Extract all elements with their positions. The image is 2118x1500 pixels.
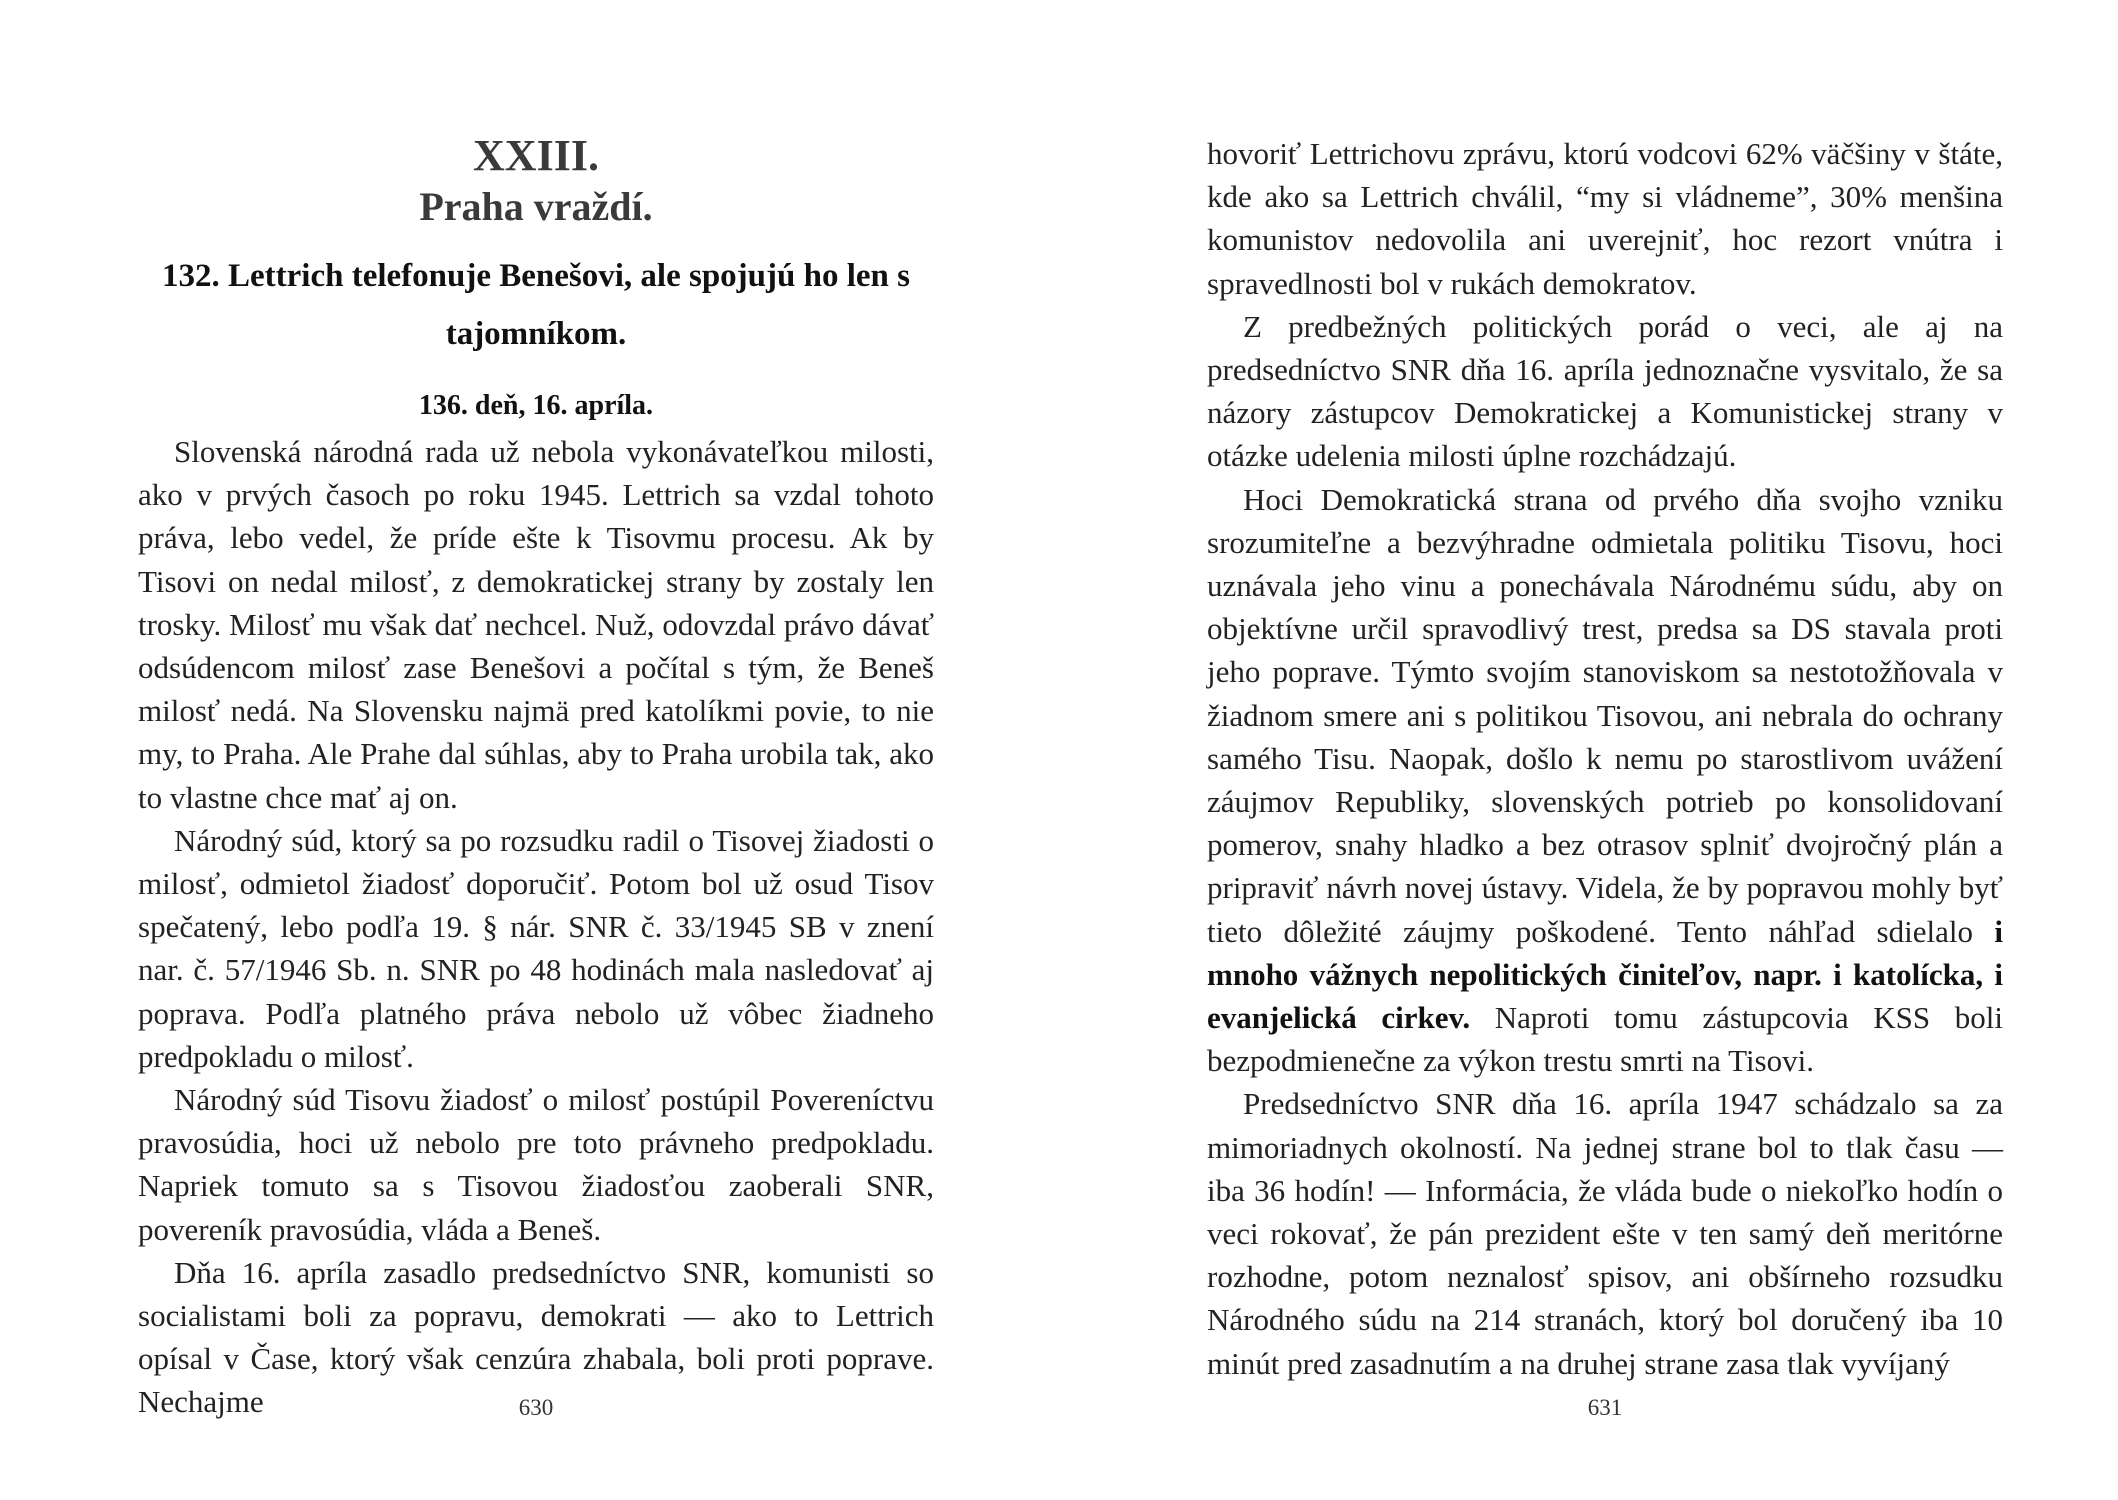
page-number: 631 xyxy=(1587,1395,1623,1420)
paragraph: Slovenská národná rada už nebola vykonávateľkou milosti, ako v prvých časoch po roku 1945. Lettrich sa vzdal tohoto práva, lebo vedel, že príde ešte k Tisovmu procesu. Ak by Tisovi on nedal milosť, z demokratickej strany by zostaly len trosky. Milosť mu však dať nechcel. Nuž, odovzdal právo dávať odsúdencom milosť zase Benešovi a počítal s tým, že Beneš milosť nedá. Na Slovensku najmä pred katolíkmi povie, to nie my, to Praha. Ale Prahe dal súhlas, aby to Praha urobila tak, ako to vlastne chce mať aj on. xyxy=(138,434,934,815)
paragraph-text: Naproti tomu zástupcovia KSS boli bezpodmienečne za výkon trestu smrti na Tisovi. xyxy=(1207,1000,2003,1079)
paragraph: Predsedníctvo SNR dňa 16. apríla 1947 schádzalo sa za mimoriadnych okolností. Na jednej strane bol to tlak času — iba 36 hodín! — Informácia, že vláda bude o niekoľko hodín o veci rokovať, že pán prezident ešte v ten samý deň meritórne rozhodne, potom neznalosť spisov, ani obšírneho rozsudku Národného súdu na 214 stranách, ktorý bol doručený iba 10 minút pred zasadnutím a na druhej strane zasa tlak vyvíjaný xyxy=(1207,1086,2003,1381)
paragraph xyxy=(1207,478,2003,1083)
right-page xyxy=(1207,0,2003,1500)
left-page-body xyxy=(138,430,934,1424)
paragraph: Národný súd, ktorý sa po rozsudku radil o Tisovej žiadosti o milosť, odmietol žiadosť doporučiť. Potom bol už osud Tisov spečatený, lebo podľa 19. § nár. SNR č. 33/1945 SB v znení nar. č. 57/1946 Sb. n. SNR po 48 hodinách mala nasledovať aj poprava. Podľa platného práva nebolo už vôbec žiadneho predpokladu o milosť. xyxy=(138,822,934,1074)
paragraph: Národný súd Tisovu žiadosť o milosť postúpil Povereníctvu pravosúdia, hoci už nebolo pre toto právneho predpokladu. Napriek tomuto sa s Tisovou žiadosťou zaoberali SNR, povereník pravosúdia, vláda a Beneš. xyxy=(138,1082,934,1247)
chapter-title: Praha vraždí. xyxy=(419,184,653,229)
paragraph-continuation: hovoriť Lettrichovu zprávu, ktorú vodcovi 62% väčšiny v štáte, kde ako sa Lettrich chválil, “my si vládneme”, 30% menšina komunistov nedovolila ani uverejniť, hoc rezort vnútra i spravedlnosti bol v rukách demokratov. xyxy=(1207,136,2003,301)
bold-emphasis: i mnoho vážnych nepolitických činiteľov, napr. i katolícka, i evanjelická cirkev. xyxy=(1207,913,2003,1036)
date-line: 136. deň, 16. apríla. xyxy=(418,390,654,421)
right-page-body xyxy=(1207,132,2003,1385)
paragraph: Dňa 16. apríla zasadlo predsedníctvo SNR, komunisti so socialistami boli za popravu, demokrati — ako to Lettrich opísal v Čase, ktorý však cenzúra zhabala, boli proti poprave. Nechajme xyxy=(138,1254,934,1420)
section-title: 132. Lettrich telefonuje Benešovi, ale spojujú ho len s tajomníkom. xyxy=(162,258,910,352)
paragraph: Z predbežných politických porád o veci, ale aj na predsedníctvo SNR dňa 16. apríla jednoznačne vysvitalo, že sa názory zástupcov Demokratickej a Komunistickej strany v otázke udelenia milosti úplne rozchádzajú. xyxy=(1207,308,2003,474)
page-number: 630 xyxy=(518,1395,554,1420)
left-page xyxy=(138,0,934,1500)
chapter-number: XXIII. xyxy=(473,131,599,180)
paragraph-text: Hoci Demokratická strana od prvého dňa svojho vzniku srozumiteľne a bezvýhradne odmietala politiku Tisovu, hoci uznávala jeho vinu a ponechávala Národnému súdu, aby on objektívne určil spravodlivý trest, predsa sa DS stavala proti jeho poprave. Týmto svojím stanoviskom sa nestotožňovala v žiadnom smere ani s politikou Tisovou, ani nebrala do ochrany samého Tisu. Naopak, došlo k nemu po starostlivom uvážení záujmov Republiky, slovenských potrieb po konsolidovaní pomerov, snahy hladko a bez otrasov splniť dvojročný plán a pripraviť návrh novej ústavy. Videla, že by popravou mohly byť tieto dôležité záujmy poškodené. Tento náhľad sdielalo xyxy=(1207,481,2003,949)
